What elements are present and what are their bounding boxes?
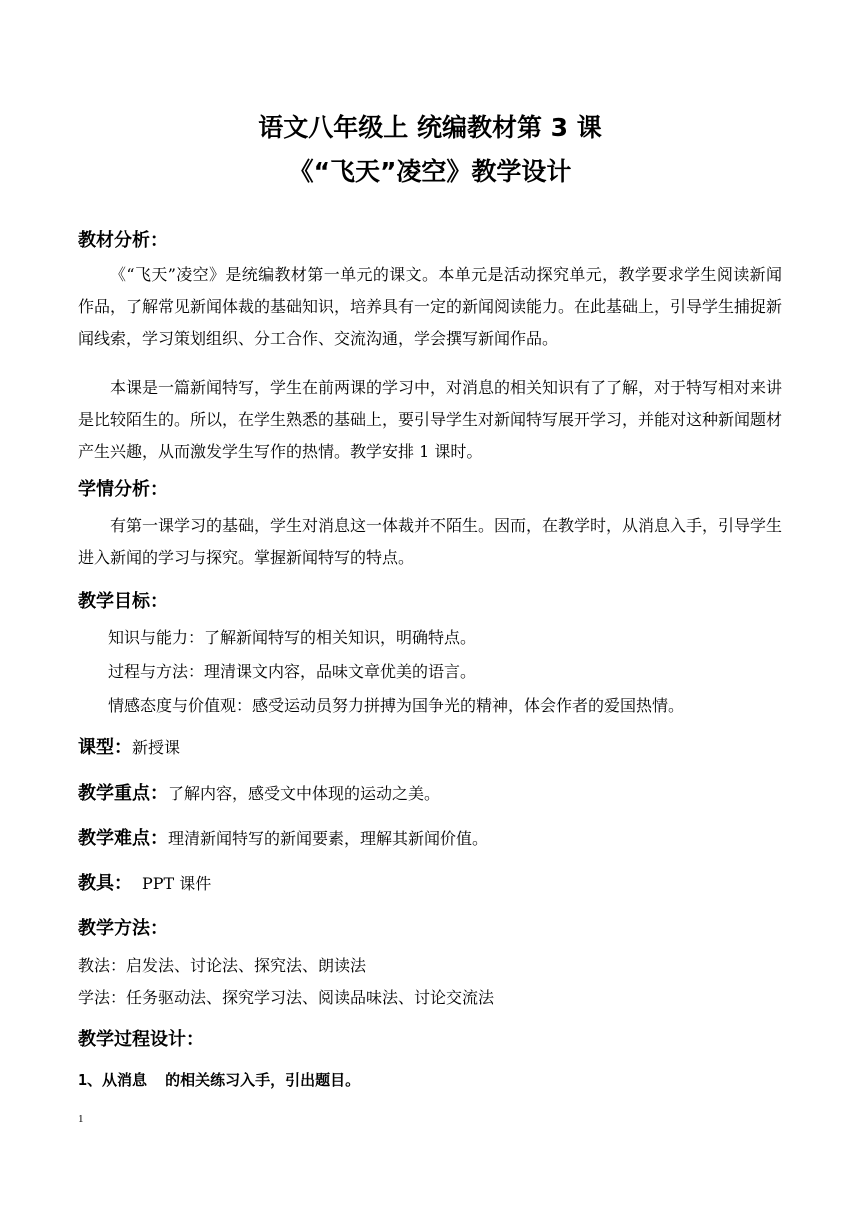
key-point-value: 了解内容，感受文中体现的运动之美。 — [168, 784, 441, 803]
difficult-point-value: 理清新闻特写的新闻要素，理解其新闻价值。 — [168, 829, 489, 848]
document-subtitle: 《“飞天”凌空》教学设计 — [288, 157, 572, 186]
lesson-type-value: 新授课 — [132, 738, 181, 757]
teaching-goal-knowledge: 知识与能力：了解新闻特写的相关知识，明确特点。 — [108, 628, 477, 647]
process-step-1: 1、从消息 的相关练习入手，引出题目。 — [78, 1071, 361, 1089]
student-analysis-paragraph: 有第一课学习的基础，学生对消息这一体裁并不陌生。因而，在教学时，从消息入手，引导学生进入新闻的学习与探究。掌握新闻特写的特点。 — [78, 516, 783, 567]
learning-method-line: 学法：任务驱动法、探究学习法、阅读品味法、讨论交流法 — [78, 988, 495, 1007]
material-analysis-paragraph-1: 《“飞天”凌空》是统编教材第一单元的课文。本单元是活动探究单元，教学要求学生阅读新闻作品，了解常见新闻体裁的基础知识，培养具有一定的新闻阅读能力。在此基础上，引导学生捕捉新闻线索，学习策划组织、分工合作、交流沟通，学会撰写新闻作品。 — [78, 265, 783, 348]
difficult-point-row — [78, 826, 488, 852]
document-title: 语文八年级上 统编教材第 3 课 — [258, 113, 602, 142]
heading-teaching-methods: 教学方法： — [78, 918, 168, 939]
teaching-aids-value: PPT 课件 — [142, 874, 212, 893]
teaching-goal-process: 过程与方法：理清课文内容，品味文章优美的语言。 — [108, 662, 477, 681]
page-number: 1 — [78, 1113, 84, 1125]
lesson-type-label: 课型： — [78, 737, 132, 758]
teaching-method-line: 教法：启发法、讨论法、探究法、朗读法 — [78, 956, 367, 975]
heading-teaching-goals: 教学目标： — [78, 591, 168, 612]
key-point-row — [78, 781, 440, 807]
material-analysis-paragraph-2: 本课是一篇新闻特写，学生在前两课的学习中，对消息的相关知识有了了解，对于特写相对来讲是比较陌生的。所以，在学生熟悉的基础上，要引导学生对新闻特写展开学习，并能对这种新闻题材产生兴趣，从而激发学生写作的热情。教学安排 1 课时。 — [78, 378, 783, 461]
heading-student-analysis: 学情分析： — [78, 479, 168, 500]
heading-teaching-process: 教学过程设计： — [78, 1029, 204, 1050]
lesson-type-row — [78, 735, 180, 761]
teaching-goal-emotion: 情感态度与价值观：感受运动员努力拼搏为国争光的精神，体会作者的爱国热情。 — [108, 696, 685, 715]
teaching-aids-label: 教具： — [78, 873, 132, 894]
heading-material-analysis: 教材分析： — [78, 230, 168, 251]
key-point-label: 教学重点： — [78, 783, 168, 804]
difficult-point-label: 教学难点： — [78, 828, 168, 849]
teaching-aids-row — [78, 871, 211, 897]
